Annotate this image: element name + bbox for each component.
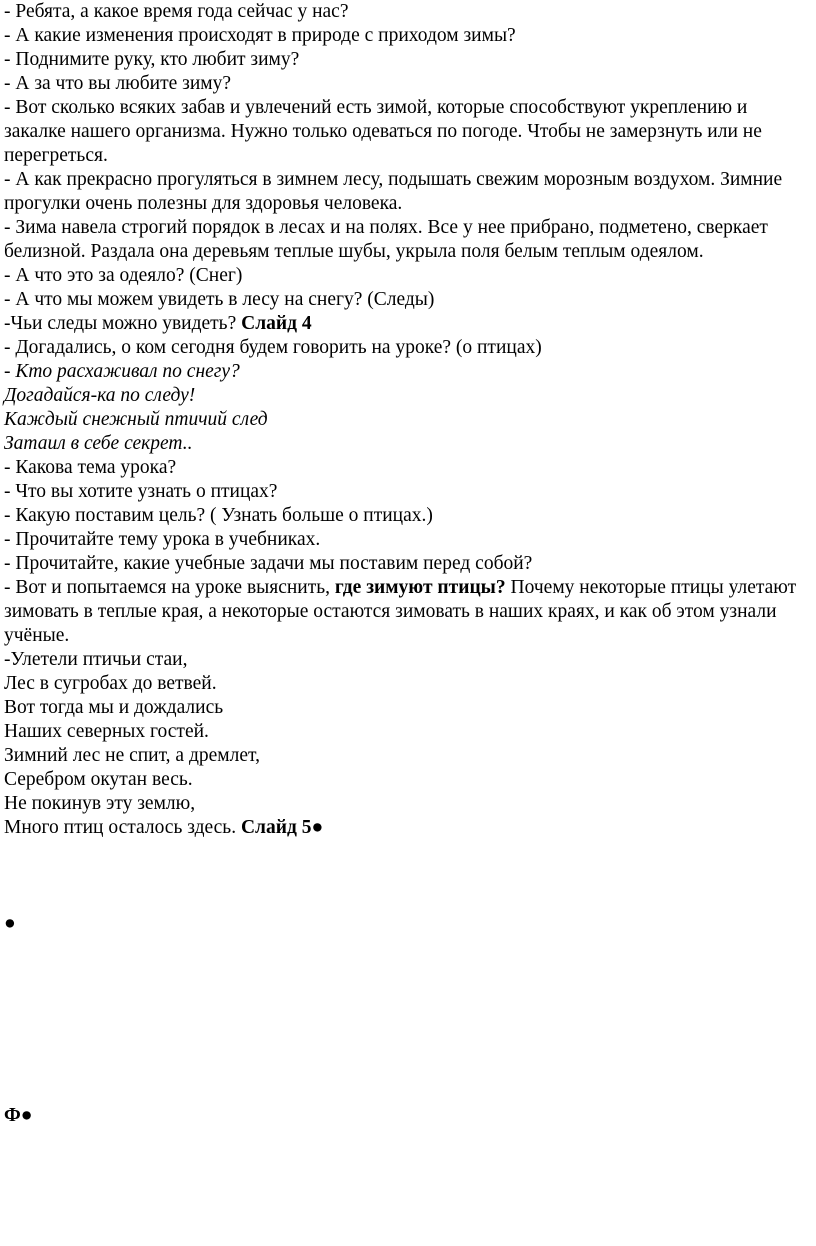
paragraph: - Что вы хотите узнать о птицах? — [4, 481, 278, 502]
paragraph-text: -Чьи следы можно увидеть? — [4, 313, 242, 334]
paragraph-text: - Вот и попытаемся на уроке выяснить, — [4, 577, 335, 598]
paragraph-text: Почему некоторые птицы улетают зимовать в теплые края, а некоторые остаются зимовать в наших краях, и как об этом узнали учёные. — [4, 577, 797, 646]
spacer — [4, 840, 810, 912]
poem-line: Затаил в себе секрет.. — [4, 433, 193, 454]
slide-label: Слайд 4 — [241, 313, 312, 334]
paragraph: - Какую поставим цель? ( Узнать больше о птицах.) — [4, 505, 433, 526]
paragraph: - Прочитайте тему урока в учебниках. — [4, 529, 321, 550]
poem-line — [4, 816, 810, 840]
paragraph: - Зима навела строгий порядок в лесах и на полях. Все у нее прибрано, подметено, сверкает белизной. Раздала она деревьям теплые шубы, укрыла поля белым теплым одеялом. — [4, 217, 768, 262]
paragraph: - А за что вы любите зиму? — [4, 73, 232, 94]
paragraph: - Какова тема урока? — [4, 457, 177, 478]
poem-line: Догадайся-ка по следу! — [4, 385, 196, 406]
trailing-line — [4, 1104, 810, 1128]
bullet-icon: ● — [311, 817, 324, 838]
poem-line — [4, 360, 810, 384]
trailing-letter: Ф — [4, 1105, 21, 1126]
paragraph: - А что мы можем увидеть в лесу на снегу? (Следы) — [4, 289, 435, 310]
poem-text: Кто расхаживал по снегу? — [15, 361, 240, 382]
paragraph: - А как прекрасно прогуляться в зимнем лесу, подышать свежим морозным воздухом. Зимние прогулки очень полезны для здоровья человека. — [4, 169, 783, 214]
poem-line: -Улетели птичьи стаи, — [4, 649, 188, 670]
poem-line: Каждый снежный птичий след — [4, 409, 268, 430]
slide-label: Слайд 5 — [240, 817, 312, 838]
paragraph: - Ребята, а какое время года сейчас у нас? — [4, 1, 349, 22]
poem-line: Серебром окутан весь. — [4, 769, 193, 790]
paragraph: - Догадались, о ком сегодня будем говорить на уроке? (о птицах) — [4, 337, 542, 358]
spacer — [4, 936, 810, 1104]
paragraph: - А что это за одеяло? (Снег) — [4, 265, 243, 286]
poem-text: Много птиц осталось здесь. — [4, 817, 241, 838]
poem-line: Лес в сугробах до ветвей. — [4, 673, 217, 694]
document-body — [4, 0, 810, 1128]
paragraph: - Прочитайте, какие учебные задачи мы поставим перед собой? — [4, 553, 533, 574]
poem-line: Не покинув эту землю, — [4, 793, 196, 814]
lesson-topic: где зимуют птицы? — [334, 577, 506, 598]
poem-line: Наших северных гостей. — [4, 721, 209, 742]
paragraph: - Вот сколько всяких забав и увлечений есть зимой, которые способствуют укреплению и закалке нашего организма. Нужно только одеваться по погоде. Чтобы не замерзнуть или не перегреться. — [4, 97, 762, 166]
bullet-icon: ● — [4, 913, 16, 934]
dash: - — [4, 361, 16, 382]
paragraph — [4, 312, 810, 336]
paragraph: - А какие изменения происходят в природе с приходом зимы? — [4, 25, 516, 46]
bullet-icon: ● — [20, 1105, 33, 1126]
paragraph — [4, 576, 810, 648]
poem-line: Зимний лес не спит, а дремлет, — [4, 745, 260, 766]
poem-line: Вот тогда мы и дождались — [4, 697, 224, 718]
paragraph: - Поднимите руку, кто любит зиму? — [4, 49, 300, 70]
